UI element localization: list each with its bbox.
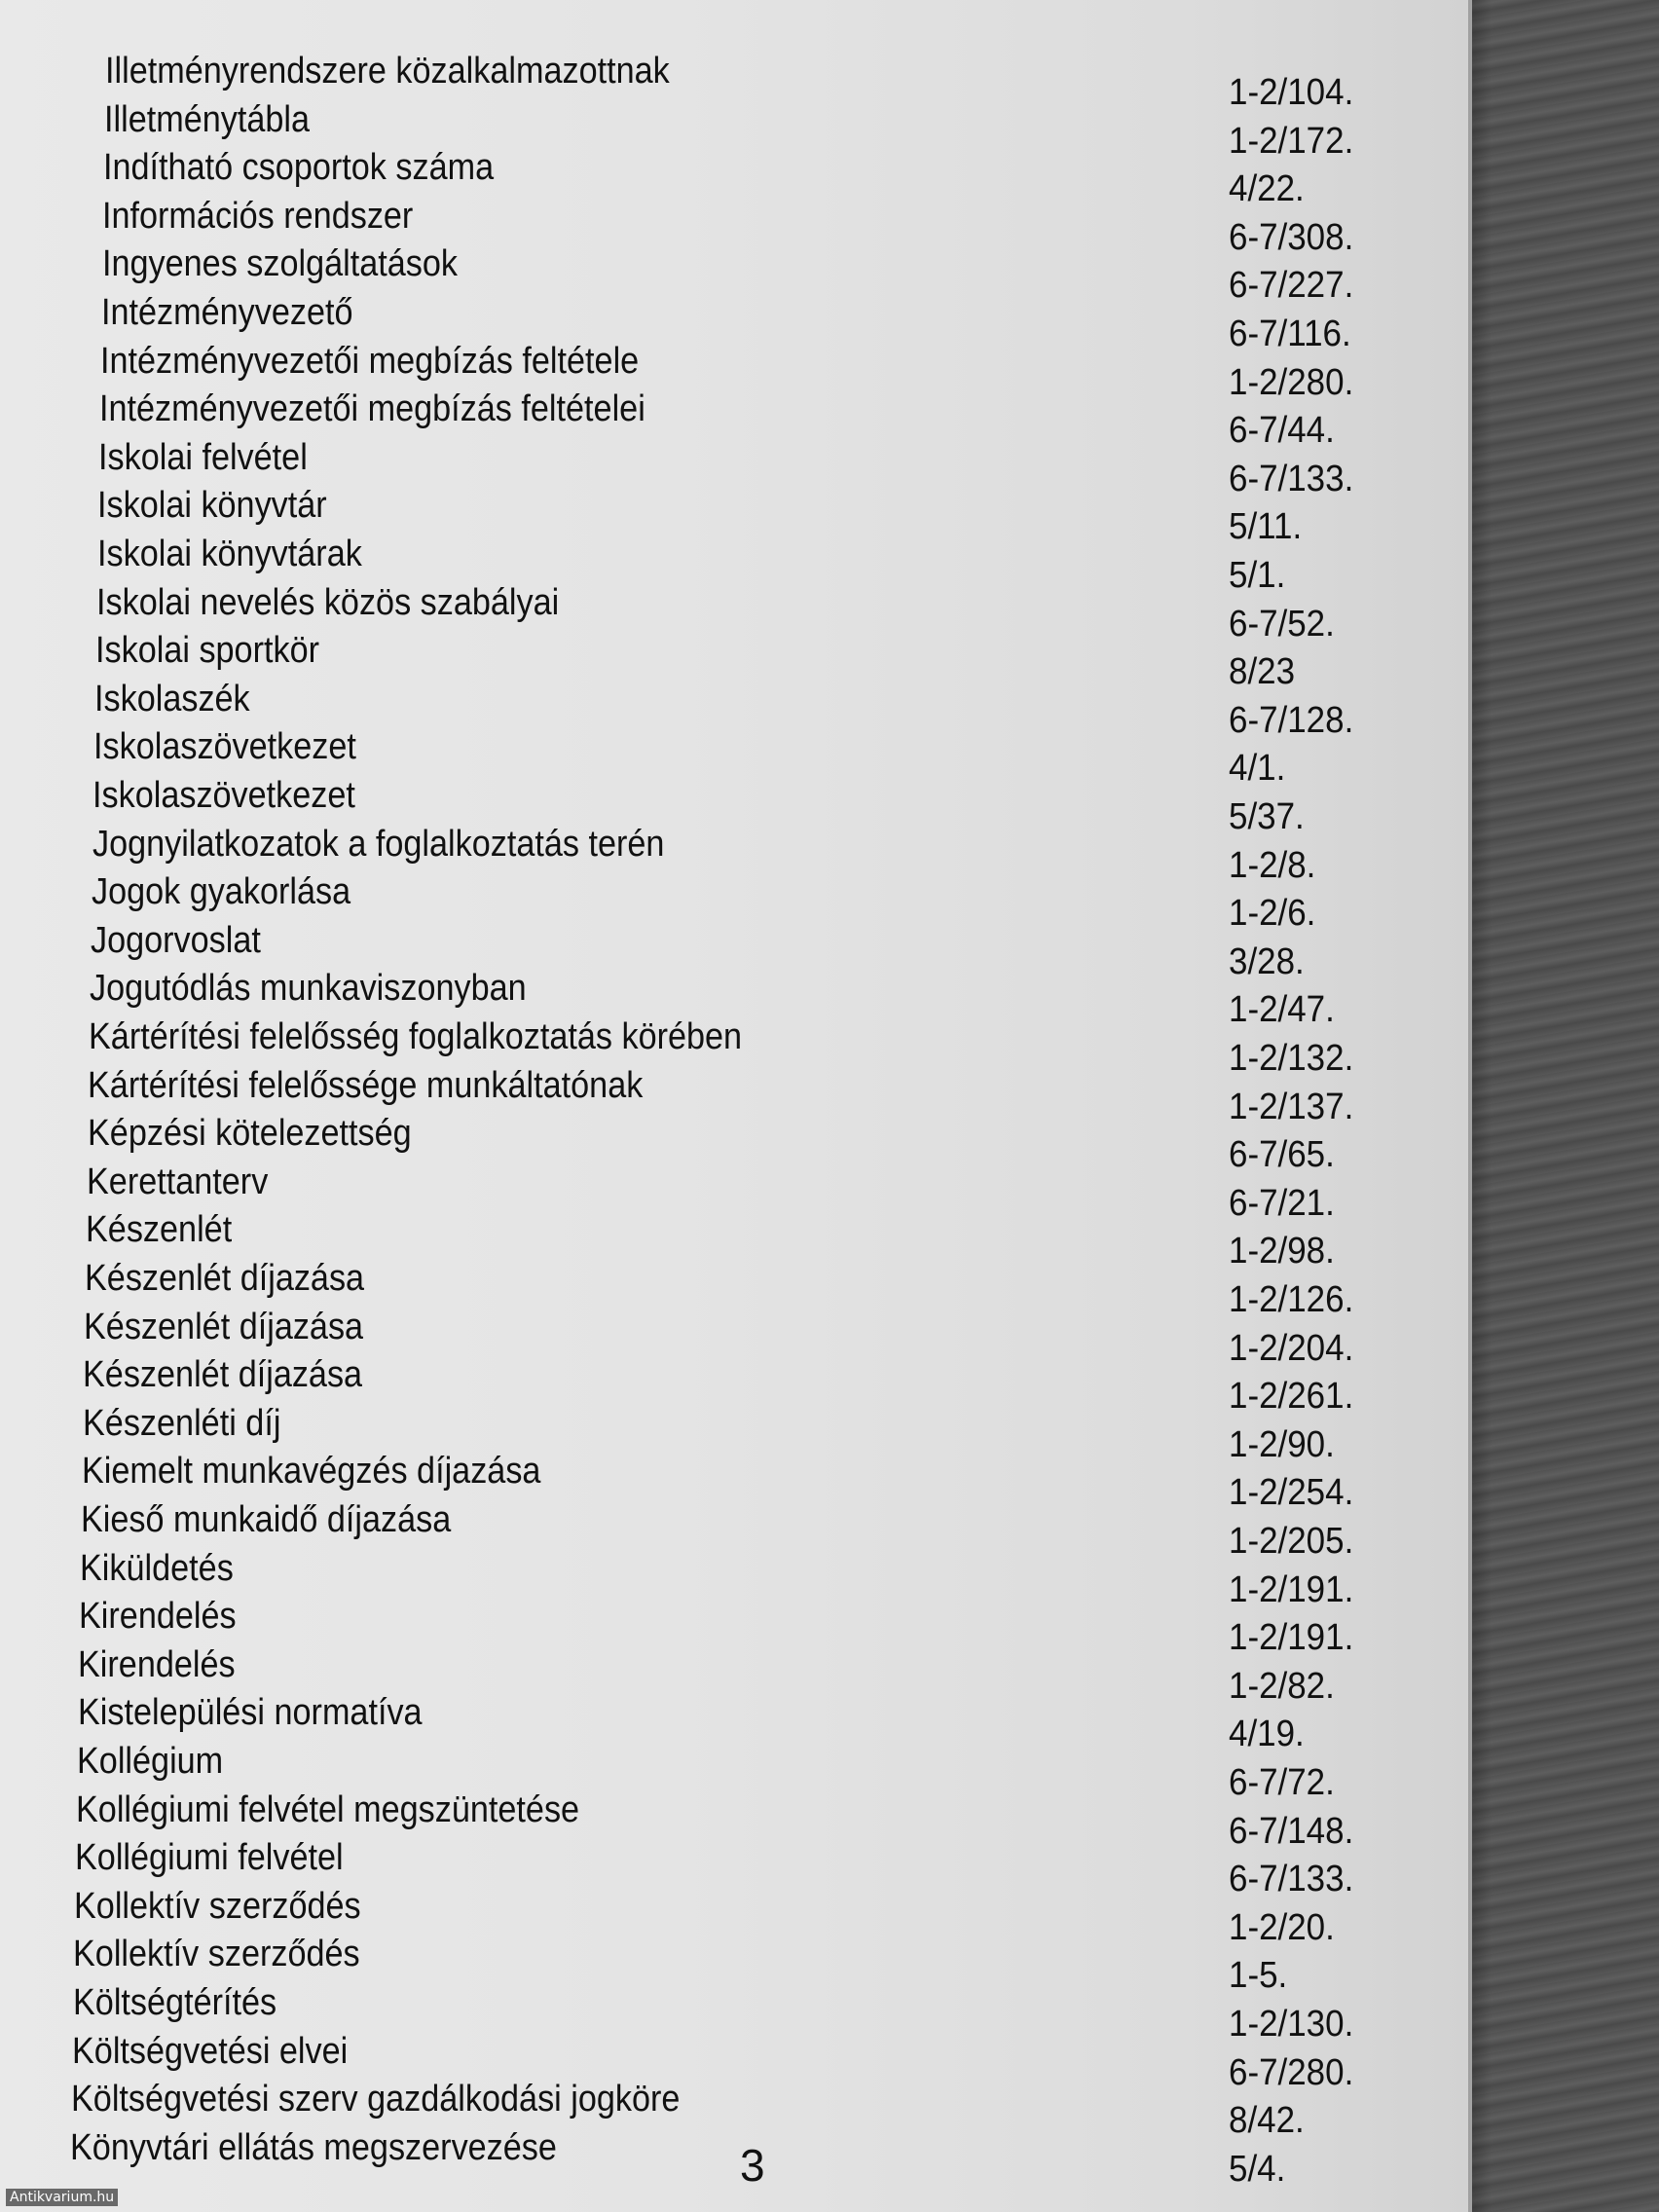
watermark-label: Antikvarium.hu [6, 2189, 118, 2206]
index-reference: 6-7/227. [1229, 265, 1354, 307]
index-term: Intézményvezető [100, 292, 353, 333]
index-reference: 6-7/116. [1229, 313, 1351, 354]
index-term: Költségvetési elvei [71, 2030, 348, 2072]
index-reference: 8/23 [1229, 651, 1296, 693]
index-term: Kollégiumi felvétel [75, 1837, 344, 1879]
index-term: Készenlét díjazása [83, 1354, 363, 1396]
index-reference: 6-7/65. [1229, 1134, 1335, 1176]
index-term: Intézményvezetői megbízás feltétele [99, 340, 640, 382]
index-reference: 6-7/133. [1229, 458, 1354, 499]
index-reference: 8/42. [1229, 2100, 1305, 2142]
index-term: Illetménytábla [104, 98, 311, 140]
index-reference: 1-2/126. [1229, 1279, 1354, 1320]
index-term: Képzési kötelezettség [87, 1113, 412, 1155]
index-term: Iskolai könyvtár [97, 485, 328, 527]
dark-background [1472, 0, 1659, 2212]
index-term: Iskolaszövetkezet [93, 726, 357, 768]
index-term: Kistelepülési normatíva [77, 1692, 423, 1734]
index-term: Iskolaszék [94, 678, 250, 719]
index-term: Kieső munkaidő díjazása [80, 1499, 452, 1540]
index-reference: 1-2/254. [1229, 1472, 1354, 1514]
index-term: Jogok gyakorlása [91, 871, 350, 913]
index-term: Kollektív szerződés [73, 1934, 360, 1975]
index-reference: 1-2/47. [1229, 989, 1335, 1031]
index-term: Jognyilatkozatok a foglalkoztatás terén [92, 823, 665, 865]
index-term: Jogutódlás munkaviszonyban [90, 968, 527, 1010]
page-edge-shadow [1468, 0, 1492, 2212]
index-reference: 1-5. [1229, 1955, 1288, 1997]
index-reference: 6-7/44. [1229, 410, 1335, 452]
page-number: 3 [740, 2140, 765, 2191]
index-term: Intézményvezetői megbízás feltételei [99, 388, 645, 430]
index-reference: 4/1. [1229, 748, 1286, 790]
index-term: Kiemelt munkavégzés díjazása [81, 1451, 541, 1493]
index-reference: 1-2/261. [1229, 1376, 1354, 1418]
index-reference: 1-2/90. [1229, 1423, 1335, 1465]
index-reference: 1-2/6. [1229, 893, 1316, 935]
index-reference: 1-2/82. [1229, 1665, 1335, 1707]
index-term: Kollektív szerződés [74, 1885, 361, 1927]
index-term: Kirendelés [78, 1643, 236, 1685]
index-term: Kártérítési felelősség foglalkoztatás körében [89, 1016, 743, 1057]
index-term: Iskolai nevelés közös szabályai [95, 581, 560, 623]
index-reference: 1-2/205. [1229, 1521, 1354, 1562]
index-reference: 1-2/280. [1229, 361, 1354, 403]
index-reference: 1-2/98. [1229, 1231, 1335, 1272]
index-term: Iskolaszövetkezet [92, 775, 356, 816]
index-reference: 1-2/130. [1229, 2004, 1354, 2045]
index-term: Jogorvoslat [90, 919, 261, 961]
index-term: Készenlét díjazása [84, 1306, 364, 1347]
index-reference: 5/4. [1229, 2148, 1286, 2190]
index-reference: 6-7/308. [1229, 216, 1354, 258]
index-term: Kártérítési felelőssége munkáltatónak [88, 1064, 644, 1106]
index-reference: 6-7/72. [1229, 1762, 1335, 1803]
index-reference: 1-2/137. [1229, 1086, 1354, 1127]
index-reference: 6-7/148. [1229, 1810, 1354, 1852]
index-term: Kirendelés [79, 1596, 237, 1638]
index-term: Indítható csoportok száma [103, 147, 495, 189]
index-term: Készenlét [85, 1209, 233, 1251]
index-term: Iskolai felvétel [98, 436, 309, 478]
index-reference: 5/11. [1229, 506, 1303, 548]
index-reference: 6-7/280. [1229, 2051, 1354, 2093]
index-reference: 6-7/52. [1229, 603, 1335, 645]
index-reference: 6-7/128. [1229, 699, 1354, 741]
index-term: Könyvtári ellátás megszervezése [70, 2126, 557, 2168]
index-term: Iskolai könyvtárak [96, 534, 362, 574]
index-reference: 1-2/8. [1229, 844, 1316, 886]
index-reference: 4/22. [1229, 168, 1305, 210]
index-reference: 1-2/172. [1229, 120, 1354, 162]
index-reference: 4/19. [1229, 1714, 1305, 1755]
index-term: Költségtérítés [72, 1982, 276, 2023]
index-term: Költségvetési szerv gazdálkodási jogköre [70, 2079, 681, 2120]
index-reference: 1-2/191. [1229, 1568, 1354, 1610]
index-term: Iskolai sportkör [94, 630, 319, 672]
index-term: Információs rendszer [102, 195, 414, 237]
index-reference: 1-2/204. [1229, 1327, 1354, 1369]
index-reference: 5/37. [1229, 796, 1305, 837]
index-term: Készenléti díj [82, 1402, 280, 1444]
index-reference: 1-2/20. [1229, 1906, 1335, 1948]
index-term: Illetményrendszere közalkalmazottnak [105, 51, 670, 92]
index-term: Kerettanterv [86, 1161, 269, 1202]
index-term: Kiküldetés [80, 1547, 234, 1589]
index-reference: 1-2/104. [1229, 72, 1354, 113]
index-reference: 1-2/132. [1229, 1038, 1354, 1079]
index-reference: 3/28. [1229, 940, 1305, 982]
index-term: Ingyenes szolgáltatások [101, 243, 458, 285]
index-reference: 6-7/21. [1229, 1182, 1335, 1224]
index-reference: 6-7/133. [1229, 1859, 1354, 1900]
index-reference: 5/1. [1229, 555, 1286, 596]
index-term: Készenlét díjazása [85, 1258, 365, 1299]
index-term: Kollégiumi felvétel megszüntetése [75, 1788, 579, 1830]
index-term: Kollégium [76, 1741, 223, 1782]
index-reference: 1-2/191. [1229, 1617, 1354, 1659]
